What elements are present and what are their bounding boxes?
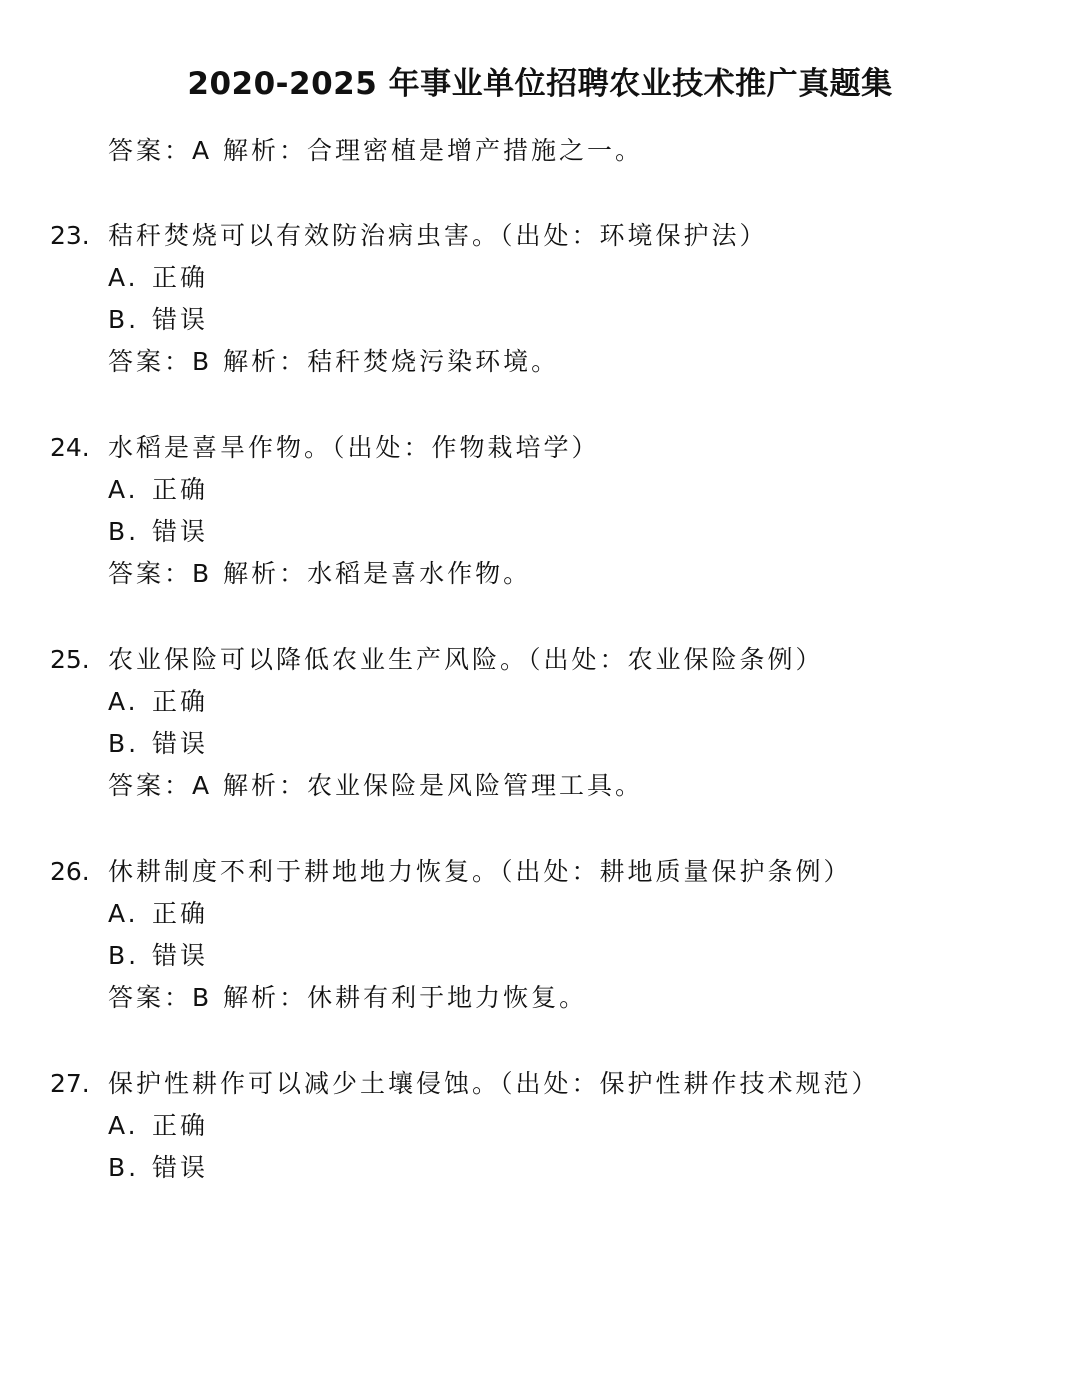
option-letter: A. (108, 475, 139, 504)
option-text: 错误 (152, 517, 209, 546)
option-text: 错误 (152, 305, 209, 334)
option-text: 正确 (152, 1111, 209, 1140)
question-stem: 秸秆焚烧可以有效防治病虫害。（出处：环境保护法） (108, 221, 768, 250)
option-text: 正确 (152, 263, 209, 292)
question-number: 26. (50, 857, 90, 886)
question-number: 24. (50, 433, 90, 462)
question-number: 27. (50, 1069, 90, 1098)
option-text: 错误 (152, 729, 209, 758)
option-b (108, 938, 208, 974)
question-stem: 水稻是喜旱作物。（出处：作物栽培学） (108, 433, 600, 462)
option-letter: B. (108, 729, 140, 758)
option-b (108, 514, 208, 550)
option-letter: B. (108, 305, 140, 334)
option-letter: B. (108, 941, 140, 970)
answer-explanation: 答案：A 解析：农业保险是风险管理工具。 (108, 771, 644, 800)
option-letter: A. (108, 1111, 139, 1140)
option-a (108, 896, 208, 932)
option-letter: B. (108, 1153, 140, 1182)
option-b (108, 726, 208, 762)
answer-explanation: 答案：B 解析：休耕有利于地力恢复。 (108, 983, 588, 1012)
answer-explanation: 答案：A 解析：合理密植是增产措施之一。 (108, 136, 644, 165)
option-text: 错误 (152, 941, 209, 970)
option-a (108, 684, 208, 720)
option-letter: A. (108, 263, 139, 292)
option-letter: B. (108, 517, 140, 546)
question-number: 23. (50, 221, 90, 250)
option-text: 正确 (152, 475, 209, 504)
option-a (108, 472, 208, 508)
question-number: 25. (50, 645, 90, 674)
document-title: 2020-2025 年事业单位招聘农业技术推广真题集 (187, 66, 893, 102)
option-letter: A. (108, 899, 139, 928)
option-text: 错误 (152, 1153, 209, 1182)
option-b (108, 302, 208, 338)
option-letter: A. (108, 687, 139, 716)
question-stem: 农业保险可以降低农业生产风险。（出处：农业保险条例） (108, 645, 824, 674)
question-stem: 休耕制度不利于耕地地力恢复。（出处：耕地质量保护条例） (108, 857, 852, 886)
question-stem: 保护性耕作可以减少土壤侵蚀。（出处：保护性耕作技术规范） (108, 1069, 880, 1098)
option-b (108, 1150, 208, 1186)
option-a (108, 260, 208, 296)
answer-explanation: 答案：B 解析：水稻是喜水作物。 (108, 559, 532, 588)
option-text: 正确 (152, 899, 209, 928)
answer-explanation: 答案：B 解析：秸秆焚烧污染环境。 (108, 347, 560, 376)
option-a (108, 1108, 208, 1144)
option-text: 正确 (152, 687, 209, 716)
